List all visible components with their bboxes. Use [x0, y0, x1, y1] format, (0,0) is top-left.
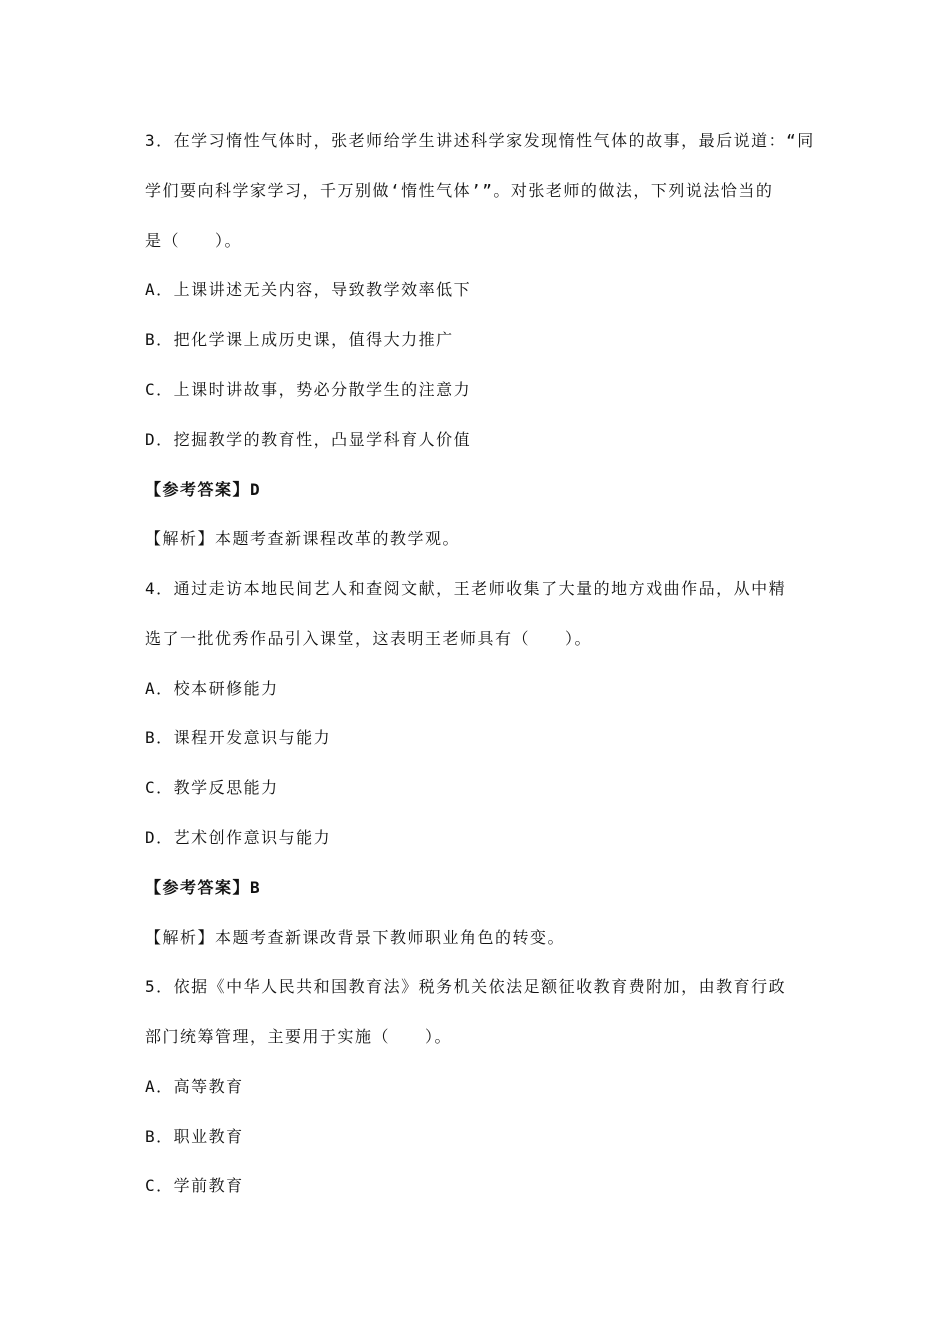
question-3-stem-line-2: 学们要向科学家学习，千万别做‘惰性气体’”。对张老师的做法，下列说法恰当的: [145, 181, 774, 200]
question-3-option-d: D．挖掘教学的教育性，凸显学科育人价值: [145, 430, 472, 449]
question-3-option-c: C．上课时讲故事，势必分散学生的注意力: [145, 380, 472, 399]
question-4-option-d: D．艺术创作意识与能力: [145, 828, 332, 847]
question-5-option-b: B．职业教育: [145, 1127, 244, 1146]
question-4-stem-line-1: 4．通过走访本地民间艺人和查阅文献，王老师收集了大量的地方戏曲作品，从中精: [145, 579, 787, 598]
question-5-stem-line-1: 5．依据《中华人民共和国教育法》税务机关依法足额征收教育费附加，由教育行政: [145, 977, 787, 996]
question-3-answer: 【参考答案】D: [145, 480, 262, 499]
question-3-stem-line-1: 3．在学习惰性气体时，张老师给学生讲述科学家发现惰性气体的故事，最后说道：“同: [145, 131, 815, 150]
question-4-option-c: C．教学反思能力: [145, 778, 279, 797]
question-3-stem-line-3: 是（ ）。: [145, 231, 243, 250]
question-4-analysis: 【解析】本题考查新课改背景下教师职业角色的转变。: [145, 928, 566, 947]
question-5-stem-line-2: 部门统筹管理，主要用于实施（ ）。: [145, 1027, 453, 1046]
question-5-option-a: A．高等教育: [145, 1077, 244, 1096]
question-3-analysis: 【解析】本题考查新课程改革的教学观。: [145, 529, 461, 548]
question-3-option-a: A．上课讲述无关内容，导致教学效率低下: [145, 280, 472, 299]
question-4-option-b: B．课程开发意识与能力: [145, 728, 332, 747]
question-3-option-b: B．把化学课上成历史课，值得大力推广: [145, 330, 454, 349]
question-4-option-a: A．校本研修能力: [145, 679, 279, 698]
question-4-stem-line-2: 选了一批优秀作品引入课堂，这表明王老师具有（ ）。: [145, 629, 593, 648]
question-4-answer: 【参考答案】B: [145, 878, 262, 897]
question-5-option-c: C．学前教育: [145, 1176, 244, 1195]
